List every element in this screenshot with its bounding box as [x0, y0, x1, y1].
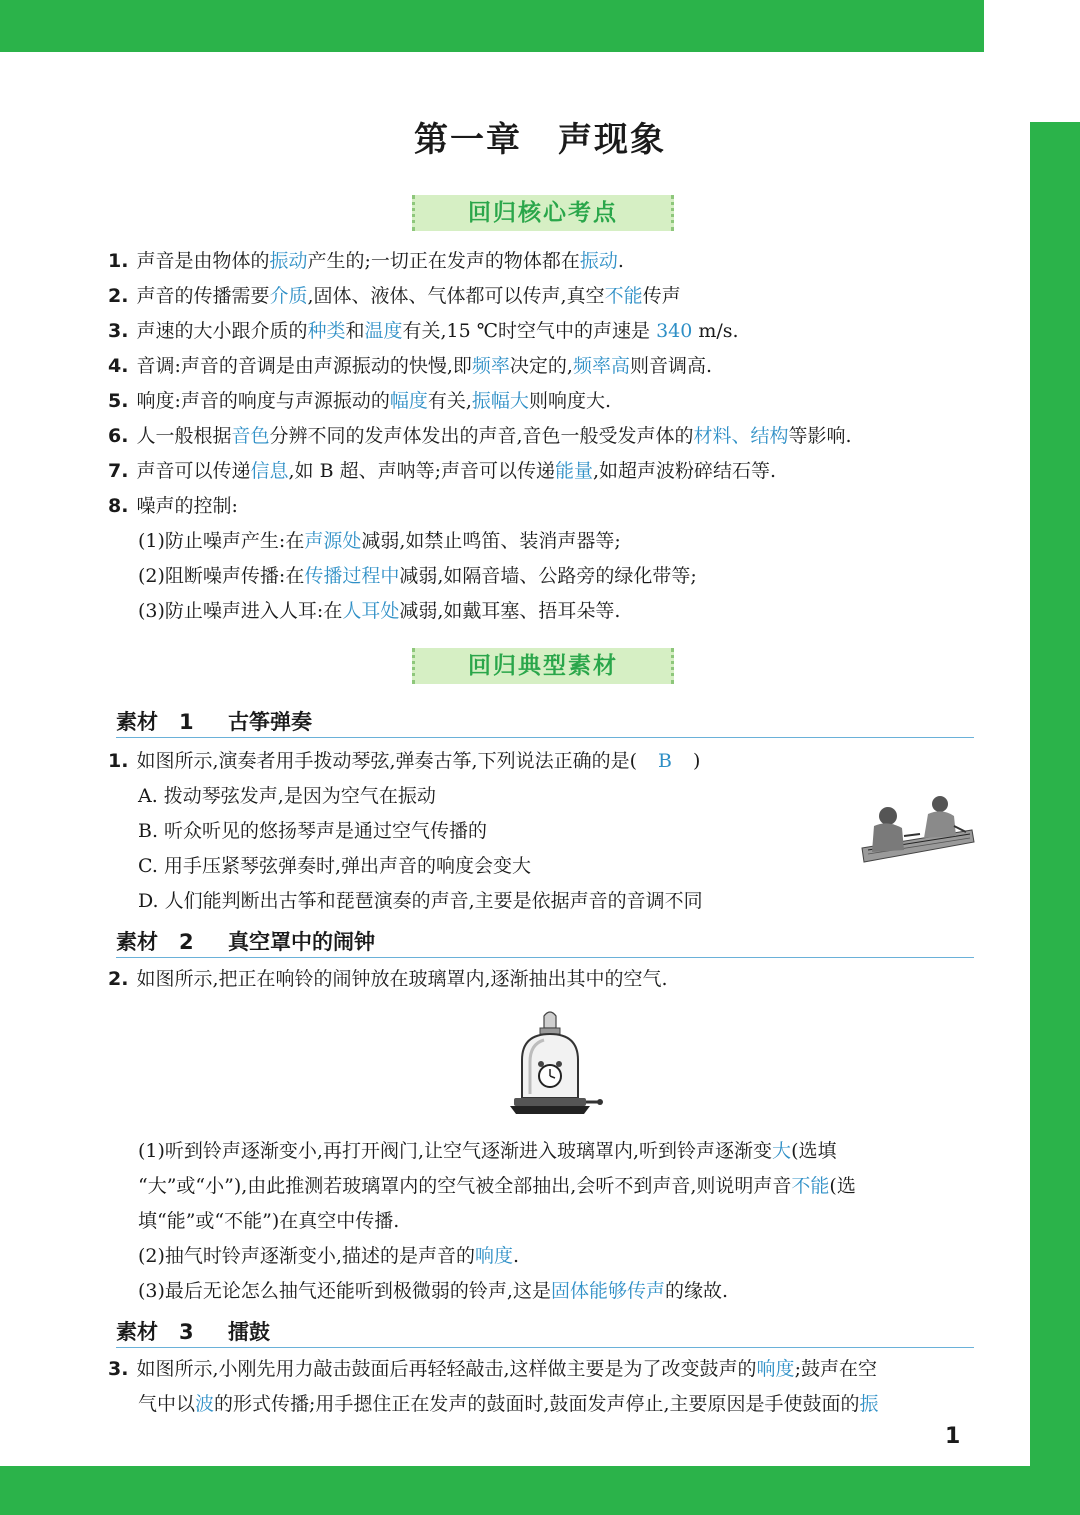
- right-green-bar: [1030, 122, 1080, 1515]
- option-c: C. 用手压紧琴弦弹奏时,弹出声音的响度会变大: [138, 855, 531, 877]
- question-2-part-1-line-2: “大”或“小”),由此推测若玻璃罩内的空气被全部抽出,会听不到声音,则说明声音不能(选: [138, 1175, 856, 1197]
- material-2-header: [116, 927, 974, 958]
- option-a: A. 拨动琴弦发声,是因为空气在振动: [138, 785, 436, 807]
- top-green-bar: [0, 0, 984, 52]
- material-1-label: 素材 1: [116, 710, 194, 734]
- question-2: 2. 如图所示,把正在响铃的闹钟放在玻璃罩内,逐渐抽出其中的空气.: [108, 968, 668, 990]
- material-3-label: 素材 3: [116, 1320, 194, 1344]
- core-point-6: 6. 人一般根据音色分辨不同的发声体发出的声音,音色一般受发声体的材料、结构等影响.: [108, 425, 852, 447]
- question-3-line-2: 气中以波的形式传播;用手摁住正在发声的鼓面时,鼓面发声停止,主要原因是手使鼓面的振: [138, 1393, 879, 1415]
- core-point-5: 5. 响度:声音的响度与声源振动的幅度有关,振幅大则响度大.: [108, 390, 611, 412]
- material-3-title: 擂鼓: [228, 1320, 270, 1344]
- material-3-header: [116, 1317, 974, 1348]
- question-2-part-2: (2)抽气时铃声逐渐变小,描述的是声音的响度.: [138, 1245, 520, 1267]
- core-point-4: 4. 音调:声音的音调是由声源振动的快慢,即频率决定的,频率高则音调高.: [108, 355, 713, 377]
- core-point-1: 1. 声音是由物体的振动产生的;一切正在发声的物体都在振动.: [108, 250, 624, 272]
- page-number: 1: [945, 1424, 961, 1449]
- material-1-header: [116, 707, 974, 738]
- material-2-label: 素材 2: [116, 930, 194, 954]
- core-point-8: 8. 噪声的控制:: [108, 495, 238, 517]
- question-2-part-3: (3)最后无论怎么抽气还能听到极微弱的铃声,这是固体能够传声的缘故.: [138, 1280, 729, 1302]
- question-3-line-1: 3. 如图所示,小刚先用力敲击鼓面后再轻轻敲击,这样做主要是为了改变鼓声的响度;鼓声在空: [108, 1358, 877, 1380]
- chapter-title: 第一章 声现象: [414, 120, 666, 160]
- question-2-part-1-line-1: (1)听到铃声逐渐变小,再打开阀门,让空气逐渐进入玻璃罩内,听到铃声逐渐变大(选填: [138, 1140, 837, 1162]
- core-point-7: 7. 声音可以传递信息,如 B 超、声呐等;声音可以传递能量,如超声波粉碎结石等.: [108, 460, 777, 482]
- material-1-title: 古筝弹奏: [228, 710, 312, 734]
- noise-control-2: (2)阻断噪声传播:在传播过程中减弱,如隔音墙、公路旁的绿化带等;: [138, 565, 697, 587]
- noise-control-1: (1)防止噪声产生:在声源处减弱,如禁止鸣笛、装消声器等;: [138, 530, 621, 552]
- core-point-2: 2. 声音的传播需要介质,固体、液体、气体都可以传声,真空不能传声: [108, 285, 681, 307]
- question-2-part-1-line-3: 填“能”或“不能”)在真空中传播.: [138, 1210, 400, 1232]
- bell-jar-clock-image: [500, 1010, 604, 1122]
- option-d: D. 人们能判断出古筝和琵琶演奏的声音,主要是依据声音的音调不同: [138, 890, 703, 912]
- section-banner-materials: 回归典型素材: [412, 648, 674, 684]
- core-point-3: 3. 声速的大小跟介质的种类和温度有关,15 ℃时空气中的声速是 340 m/s.: [108, 320, 739, 342]
- noise-control-3: (3)防止噪声进入人耳:在人耳处减弱,如戴耳塞、捂耳朵等.: [138, 600, 621, 622]
- guzheng-players-image: [858, 790, 976, 870]
- section-banner-core: 回归核心考点: [412, 195, 674, 231]
- bottom-green-bar: [0, 1466, 1080, 1515]
- question-1: 1. 如图所示,演奏者用手拨动琴弦,弹奏古筝,下列说法正确的是( B ): [108, 750, 701, 772]
- option-b: B. 听众听见的悠扬琴声是通过空气传播的: [138, 820, 488, 842]
- material-2-title: 真空罩中的闹钟: [228, 930, 375, 954]
